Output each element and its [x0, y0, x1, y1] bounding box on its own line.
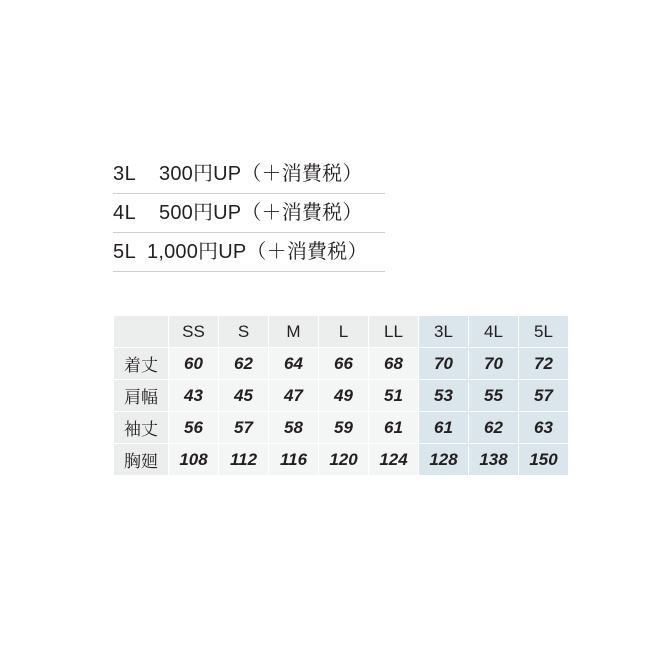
cell-kitake-5l: 72	[519, 348, 569, 380]
cell-sodetake-ll: 61	[369, 412, 419, 444]
cell-sodetake-4l: 62	[469, 412, 519, 444]
cell-sodetake-m: 58	[269, 412, 319, 444]
cell-kitake-4l: 70	[469, 348, 519, 380]
cell-sodetake-5l: 63	[519, 412, 569, 444]
cell-munemawari-5l: 150	[519, 444, 569, 476]
table-corner-cell	[114, 316, 169, 348]
cell-munemawari-3l: 128	[419, 444, 469, 476]
cell-katahaba-s: 45	[219, 380, 269, 412]
price-row	[113, 155, 385, 194]
cell-katahaba-l: 49	[319, 380, 369, 412]
cell-munemawari-4l: 138	[469, 444, 519, 476]
column-header-ss: SS	[169, 316, 219, 348]
column-header-5l: 5L	[519, 316, 569, 348]
price-row-size: 3L	[113, 163, 137, 185]
cell-kitake-ll: 68	[369, 348, 419, 380]
cell-kitake-3l: 70	[419, 348, 469, 380]
column-header-4l: 4L	[469, 316, 519, 348]
cell-munemawari-ll: 124	[369, 444, 419, 476]
price-row-amount: 500円UP（＋消費税）	[159, 202, 363, 224]
cell-sodetake-s: 57	[219, 412, 269, 444]
cell-katahaba-4l: 55	[469, 380, 519, 412]
price-row	[113, 233, 385, 272]
cell-kitake-s: 62	[219, 348, 269, 380]
price-row	[113, 194, 385, 233]
table-row	[114, 444, 569, 476]
column-header-s: S	[219, 316, 269, 348]
column-header-l: L	[319, 316, 369, 348]
cell-kitake-l: 66	[319, 348, 369, 380]
row-header-munemawari: 胸廻	[114, 444, 169, 476]
cell-sodetake-l: 59	[319, 412, 369, 444]
row-header-kitake: 着丈	[114, 348, 169, 380]
cell-munemawari-ss: 108	[169, 444, 219, 476]
cell-munemawari-s: 112	[219, 444, 269, 476]
table-header-row	[114, 316, 569, 348]
column-header-m: M	[269, 316, 319, 348]
column-header-ll: LL	[369, 316, 419, 348]
cell-katahaba-3l: 53	[419, 380, 469, 412]
price-row-size: 5L	[113, 241, 137, 263]
cell-sodetake-3l: 61	[419, 412, 469, 444]
table-row	[114, 412, 569, 444]
cell-munemawari-l: 120	[319, 444, 369, 476]
cell-kitake-ss: 60	[169, 348, 219, 380]
column-header-3l: 3L	[419, 316, 469, 348]
table-row	[114, 348, 569, 380]
cell-kitake-m: 64	[269, 348, 319, 380]
size-measurement-table	[113, 315, 569, 476]
cell-sodetake-ss: 56	[169, 412, 219, 444]
row-header-katahaba: 肩幅	[114, 380, 169, 412]
price-upcharge-list	[113, 155, 385, 272]
cell-katahaba-5l: 57	[519, 380, 569, 412]
price-row-amount: 300円UP（＋消費税）	[159, 163, 363, 185]
cell-katahaba-ll: 51	[369, 380, 419, 412]
price-row-amount: 1,000円UP（＋消費税）	[147, 241, 368, 263]
cell-munemawari-m: 116	[269, 444, 319, 476]
cell-katahaba-m: 47	[269, 380, 319, 412]
table-row	[114, 380, 569, 412]
price-row-size: 4L	[113, 202, 137, 224]
cell-katahaba-ss: 43	[169, 380, 219, 412]
row-header-sodetake: 袖丈	[114, 412, 169, 444]
